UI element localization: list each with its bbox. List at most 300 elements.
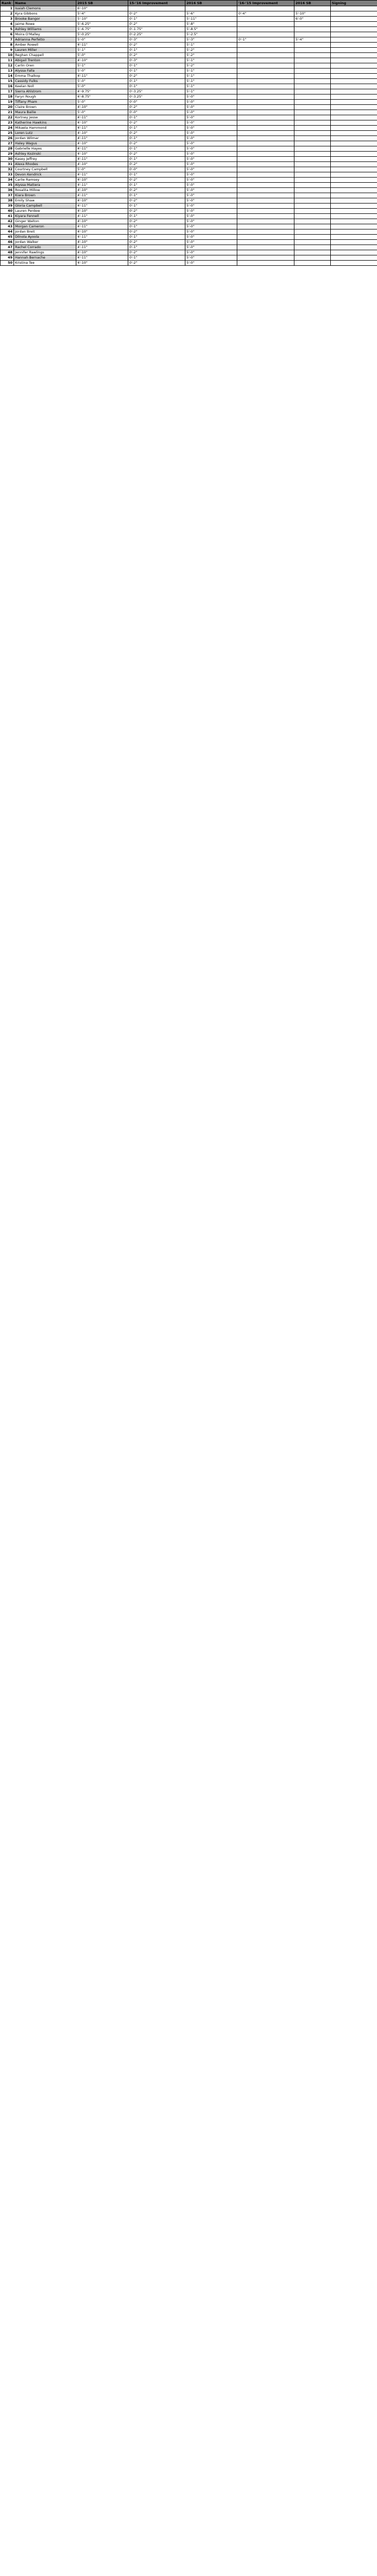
- sb-2015-cell: 5'-10": [76, 17, 128, 22]
- sb-2015-cell: 4'-11": [76, 255, 128, 261]
- signing-cell: [331, 157, 377, 162]
- rank-cell: 41: [1, 214, 14, 219]
- name-cell: Carlin Oren: [14, 63, 76, 69]
- name-cell: Morgan Cameron: [14, 224, 76, 229]
- signing-cell: [331, 219, 377, 224]
- table-row: [1, 229, 377, 235]
- name-cell: Devon Kendrick: [14, 172, 76, 178]
- improvement-1-cell: 0'-2": [128, 209, 185, 214]
- name-cell: Jordan Breit: [14, 229, 76, 235]
- table-row: [1, 224, 377, 229]
- improvement-2-cell: [237, 178, 294, 183]
- name-cell: Emily Shaw: [14, 198, 76, 204]
- sb-2015-cell: 4'-11": [76, 115, 128, 120]
- name-cell: Tiffany Pham: [14, 100, 76, 105]
- rank-cell: 15: [1, 79, 14, 84]
- rank-cell: 1: [1, 6, 14, 11]
- signing-cell: [331, 235, 377, 240]
- name-cell: Jordan Wilmar: [14, 136, 76, 141]
- sb-2015-cell: 4'-10": [76, 105, 128, 110]
- sb-2016-b-cell: [294, 209, 331, 214]
- header-2016-sb: 2016 SB: [185, 1, 237, 6]
- sb-2016-cell: 5'-1": [185, 58, 237, 63]
- improvement-2-cell: [237, 204, 294, 209]
- rank-cell: 26: [1, 136, 14, 141]
- rank-cell: 50: [1, 261, 14, 266]
- signing-cell: [331, 136, 377, 141]
- improvement-2-cell: [237, 53, 294, 58]
- name-cell: Reghan Chappell: [14, 53, 76, 58]
- rank-cell: 33: [1, 172, 14, 178]
- table-row: [1, 63, 377, 69]
- table-row: [1, 32, 377, 37]
- rank-cell: 21: [1, 110, 14, 115]
- sb-2015-cell: 5'-6.75": [76, 27, 128, 32]
- table-row: [1, 172, 377, 178]
- table-body: [1, 6, 377, 266]
- rank-cell: 14: [1, 74, 14, 79]
- sb-2016-b-cell: [294, 229, 331, 235]
- table-row: [1, 120, 377, 126]
- header-2015-sb: 2015 SB: [76, 1, 128, 6]
- rank-cell: 40: [1, 209, 14, 214]
- improvement-1-cell: 0'-3": [128, 37, 185, 43]
- sb-2016-cell: 5'-0": [185, 115, 237, 120]
- sb-2015-cell: 4'-10": [76, 120, 128, 126]
- header-name: Name: [14, 1, 76, 6]
- sb-2016-b-cell: [294, 84, 331, 89]
- improvement-1-cell: 0'-1": [128, 136, 185, 141]
- improvement-1-cell: 0'-2": [128, 162, 185, 167]
- table-row: [1, 136, 377, 141]
- improvement-2-cell: [237, 229, 294, 235]
- improvement-2-cell: [237, 188, 294, 193]
- rank-cell: 2: [1, 11, 14, 17]
- name-cell: Hannah Bernache: [14, 255, 76, 261]
- signing-cell: [331, 152, 377, 157]
- sb-2016-b-cell: [294, 94, 331, 100]
- spreadsheet: [0, 0, 377, 266]
- table-row: [1, 100, 377, 105]
- sb-2015-cell: 4'-10": [76, 198, 128, 204]
- signing-cell: [331, 131, 377, 136]
- rank-cell: 34: [1, 178, 14, 183]
- header-2016-sb-2: 2016 SB: [294, 1, 331, 6]
- rank-cell: 23: [1, 120, 14, 126]
- signing-cell: [331, 115, 377, 120]
- table-row: [1, 152, 377, 157]
- improvement-1-cell: 0'-1": [128, 245, 185, 250]
- name-cell: Kortney Jesse: [14, 115, 76, 120]
- name-cell: Sierra Ahlstrom: [14, 89, 76, 94]
- sb-2016-b-cell: [294, 100, 331, 105]
- name-cell: Alyssa Falla: [14, 69, 76, 74]
- signing-cell: [331, 261, 377, 266]
- name-cell: Amber Rowell: [14, 43, 76, 48]
- improvement-1-cell: 0'-1": [128, 84, 185, 89]
- table-row: [1, 235, 377, 240]
- improvement-2-cell: [237, 152, 294, 157]
- sb-2016-b-cell: 6'-0": [294, 17, 331, 22]
- name-cell: Abigail Trenton: [14, 58, 76, 63]
- improvement-2-cell: [237, 198, 294, 204]
- signing-cell: [331, 162, 377, 167]
- table-row: [1, 105, 377, 110]
- sb-2015-cell: 4'-10": [76, 131, 128, 136]
- table-row: [1, 43, 377, 48]
- improvement-1-cell: 0'-1": [128, 115, 185, 120]
- table-row: [1, 178, 377, 183]
- sb-2016-b-cell: [294, 53, 331, 58]
- improvement-2-cell: [237, 255, 294, 261]
- header-improvement-1: 15-'16 Improvement: [128, 1, 185, 6]
- table-header: [1, 1, 377, 6]
- improvement-2-cell: [237, 240, 294, 245]
- sb-2016-cell: [185, 6, 237, 11]
- sb-2016-b-cell: [294, 157, 331, 162]
- signing-cell: [331, 48, 377, 53]
- name-cell: Alyssa Mattera: [14, 183, 76, 188]
- sb-2015-cell: 5'-0": [76, 79, 128, 84]
- improvement-2-cell: 0'-1": [237, 37, 294, 43]
- sb-2016-cell: 5'-2": [185, 48, 237, 53]
- sb-2016-cell: 5'-2": [185, 53, 237, 58]
- sb-2016-b-cell: [294, 63, 331, 69]
- improvement-2-cell: [237, 131, 294, 136]
- sb-2016-cell: 5'-0": [185, 255, 237, 261]
- rank-cell: 31: [1, 162, 14, 167]
- improvement-2-cell: [237, 167, 294, 172]
- improvement-1-cell: 0'-1": [128, 204, 185, 209]
- signing-cell: [331, 120, 377, 126]
- sb-2015-cell: 4'-8.75": [76, 94, 128, 100]
- sb-2015-cell: 4'-11": [76, 183, 128, 188]
- improvement-1-cell: 0'-2": [128, 131, 185, 136]
- sb-2015-cell: 4'-11": [76, 214, 128, 219]
- rank-cell: 25: [1, 131, 14, 136]
- table-row: [1, 84, 377, 89]
- name-cell: Rachel Corrado: [14, 245, 76, 250]
- improvement-1-cell: 0'-2": [128, 198, 185, 204]
- sb-2016-b-cell: [294, 105, 331, 110]
- sb-2016-cell: 5'-0": [185, 193, 237, 198]
- name-cell: Lauren Perdew: [14, 209, 76, 214]
- signing-cell: [331, 43, 377, 48]
- name-cell: Ashley Williams: [14, 27, 76, 32]
- sb-2016-b-cell: [294, 162, 331, 167]
- header-signing: Signing: [331, 1, 377, 6]
- improvement-1-cell: 0'-1": [128, 69, 185, 74]
- sb-2015-cell: 4'-11": [76, 224, 128, 229]
- improvement-1-cell: 0'-1": [128, 193, 185, 198]
- header-improvement-2: '16-'15 Improvement: [237, 1, 294, 6]
- sb-2016-cell: 5'-6": [185, 11, 237, 17]
- table-row: [1, 126, 377, 131]
- rank-cell: 49: [1, 255, 14, 261]
- improvement-1-cell: 0'-2": [128, 22, 185, 27]
- sb-2015-cell: 5'-0": [76, 53, 128, 58]
- signing-cell: [331, 178, 377, 183]
- rank-cell: 43: [1, 224, 14, 229]
- sb-2016-b-cell: [294, 120, 331, 126]
- signing-cell: [331, 17, 377, 22]
- table-row: [1, 255, 377, 261]
- improvement-1-cell: 0'-3": [128, 58, 185, 63]
- signing-cell: [331, 188, 377, 193]
- table-row: [1, 53, 377, 58]
- sb-2016-cell: 5'-8.5": [185, 27, 237, 32]
- rank-cell: 46: [1, 240, 14, 245]
- table-row: [1, 89, 377, 94]
- improvement-1-cell: 0'-1": [128, 183, 185, 188]
- sb-2015-cell: 5'-0": [76, 37, 128, 43]
- sb-2016-cell: 5'-0": [185, 157, 237, 162]
- signing-cell: [331, 183, 377, 188]
- name-cell: Keelan Noll: [14, 84, 76, 89]
- sb-2015-cell: 4'-10": [76, 250, 128, 255]
- table-row: [1, 94, 377, 100]
- improvement-1-cell: [128, 6, 185, 11]
- sb-2015-cell: 4'-9.75": [76, 89, 128, 94]
- sb-2016-cell: 5'-0": [185, 146, 237, 152]
- name-cell: Claire Brown: [14, 105, 76, 110]
- table-row: [1, 115, 377, 120]
- sb-2016-b-cell: [294, 245, 331, 250]
- improvement-1-cell: 0'-2": [128, 152, 185, 157]
- rank-cell: 20: [1, 105, 14, 110]
- table-row: [1, 110, 377, 115]
- sb-2016-cell: 5'-0": [185, 94, 237, 100]
- improvement-1-cell: 0'-3.25": [128, 94, 185, 100]
- sb-2016-cell: 5'-0": [185, 126, 237, 131]
- sb-2016-cell: 5'-0": [185, 172, 237, 178]
- name-cell: Kiara Brown: [14, 193, 76, 198]
- improvement-2-cell: [237, 110, 294, 115]
- sb-2015-cell: 5'-0": [76, 69, 128, 74]
- table-row: [1, 27, 377, 32]
- improvement-2-cell: 0'-4": [237, 11, 294, 17]
- sb-2016-cell: 5'-0": [185, 261, 237, 266]
- improvement-2-cell: [237, 100, 294, 105]
- sb-2015-cell: 5'-0": [76, 167, 128, 172]
- sb-2016-b-cell: [294, 146, 331, 152]
- improvement-1-cell: 0'-1": [128, 172, 185, 178]
- improvement-2-cell: [237, 245, 294, 250]
- sb-2016-cell: 5'-2": [185, 63, 237, 69]
- table-row: [1, 188, 377, 193]
- improvement-2-cell: [237, 261, 294, 266]
- sb-2016-b-cell: [294, 235, 331, 240]
- rank-cell: 17: [1, 89, 14, 94]
- improvement-1-cell: 0'-1": [128, 17, 185, 22]
- rank-cell: 13: [1, 69, 14, 74]
- improvement-1-cell: 0'-2": [128, 105, 185, 110]
- improvement-1-cell: 0'-2": [128, 250, 185, 255]
- improvement-2-cell: [237, 74, 294, 79]
- sb-2016-b-cell: [294, 198, 331, 204]
- signing-cell: [331, 100, 377, 105]
- sb-2015-cell: 4'-10": [76, 261, 128, 266]
- signing-cell: [331, 209, 377, 214]
- name-cell: Katherine Hawkins: [14, 120, 76, 126]
- table-row: [1, 250, 377, 255]
- sb-2015-cell: 4'-11": [76, 245, 128, 250]
- sb-2016-cell: 5'-0": [185, 198, 237, 204]
- sb-2015-cell: 4'-11": [76, 74, 128, 79]
- improvement-2-cell: [237, 157, 294, 162]
- sb-2016-cell: 5'-0": [185, 110, 237, 115]
- table-row: [1, 162, 377, 167]
- table-row: [1, 209, 377, 214]
- sb-2015-cell: 4'-11": [76, 204, 128, 209]
- signing-cell: [331, 32, 377, 37]
- improvement-1-cell: 0'-2": [128, 43, 185, 48]
- name-cell: Mikaela Hammond: [14, 126, 76, 131]
- rank-cell: 5: [1, 27, 14, 32]
- signing-cell: [331, 94, 377, 100]
- sb-2015-cell: 4'-11": [76, 235, 128, 240]
- name-cell: Faryn Rough: [14, 94, 76, 100]
- improvement-1-cell: 0'-1": [128, 126, 185, 131]
- sb-2016-cell: 5'-1": [185, 43, 237, 48]
- name-cell: Cassidy Fulks: [14, 79, 76, 84]
- sb-2016-b-cell: [294, 115, 331, 120]
- improvement-1-cell: 0'-1": [128, 255, 185, 261]
- sb-2016-b-cell: [294, 183, 331, 188]
- sb-2016-b-cell: [294, 193, 331, 198]
- table-row: [1, 69, 377, 74]
- rank-cell: 39: [1, 204, 14, 209]
- improvement-1-cell: 0'-1": [128, 48, 185, 53]
- sb-2015-cell: 4'-10": [76, 58, 128, 63]
- sb-2016-b-cell: [294, 136, 331, 141]
- table-row: [1, 17, 377, 22]
- signing-cell: [331, 126, 377, 131]
- name-cell: Alexa Rhodes: [14, 162, 76, 167]
- name-cell: Emma Thalkop: [14, 74, 76, 79]
- sb-2015-cell: 5'-6.25": [76, 22, 128, 27]
- rank-cell: 48: [1, 250, 14, 255]
- sb-2016-b-cell: [294, 126, 331, 131]
- sb-2016-b-cell: [294, 250, 331, 255]
- signing-cell: [331, 245, 377, 250]
- signing-cell: [331, 53, 377, 58]
- improvement-2-cell: [237, 27, 294, 32]
- sb-2015-cell: 4'-10": [76, 229, 128, 235]
- sb-2016-b-cell: [294, 214, 331, 219]
- sb-2015-cell: 4'-11": [76, 172, 128, 178]
- sb-2015-cell: 4'-10": [76, 178, 128, 183]
- improvement-2-cell: [237, 193, 294, 198]
- rank-cell: 7: [1, 37, 14, 43]
- sb-2015-cell: 4'-10": [76, 141, 128, 146]
- signing-cell: [331, 224, 377, 229]
- sb-2016-b-cell: [294, 219, 331, 224]
- sb-2015-cell: 5'-0": [76, 110, 128, 115]
- improvement-1-cell: 0'-2": [128, 240, 185, 245]
- table-row: [1, 193, 377, 198]
- sb-2016-b-cell: [294, 74, 331, 79]
- name-cell: Adrianna Perfetto: [14, 37, 76, 43]
- sb-2016-cell: 5'-0": [185, 105, 237, 110]
- signing-cell: [331, 198, 377, 204]
- rank-cell: 11: [1, 58, 14, 63]
- sb-2015-cell: 5'-0": [76, 84, 128, 89]
- sb-2016-cell: 5'-0": [185, 240, 237, 245]
- improvement-2-cell: [237, 115, 294, 120]
- improvement-2-cell: [237, 32, 294, 37]
- sb-2016-cell: 5'-8": [185, 22, 237, 27]
- improvement-2-cell: [237, 69, 294, 74]
- improvement-1-cell: 0'-0": [128, 110, 185, 115]
- sb-2016-b-cell: [294, 27, 331, 32]
- table-row: [1, 214, 377, 219]
- sb-2015-cell: 5'-4": [76, 11, 128, 17]
- signing-cell: [331, 89, 377, 94]
- sb-2016-cell: 5'-0": [185, 141, 237, 146]
- sb-2016-cell: 5'-0": [185, 214, 237, 219]
- sb-2016-cell: 5'-0": [185, 188, 237, 193]
- signing-cell: [331, 84, 377, 89]
- signing-cell: [331, 255, 377, 261]
- improvement-1-cell: 0'-2": [128, 11, 185, 17]
- rank-cell: 10: [1, 53, 14, 58]
- improvement-1-cell: 0'-1": [128, 79, 185, 84]
- sb-2016-cell: 5'-1": [185, 89, 237, 94]
- sb-2016-cell: 5'-0": [185, 152, 237, 157]
- table-row: [1, 219, 377, 224]
- rank-cell: 4: [1, 22, 14, 27]
- signing-cell: [331, 240, 377, 245]
- sb-2016-cell: 5'-2.5": [185, 32, 237, 37]
- sb-2016-b-cell: [294, 172, 331, 178]
- improvement-2-cell: [237, 214, 294, 219]
- name-cell: Kristina Tee: [14, 261, 76, 266]
- sb-2015-cell: 4'-10": [76, 152, 128, 157]
- improvement-2-cell: [237, 105, 294, 110]
- name-cell: Gabrielle Hayes: [14, 146, 76, 152]
- improvement-2-cell: [237, 22, 294, 27]
- improvement-2-cell: [237, 6, 294, 11]
- sb-2016-b-cell: 5'-4": [294, 37, 331, 43]
- sb-2016-b-cell: [294, 48, 331, 53]
- rankings-table: [0, 0, 377, 266]
- sb-2016-b-cell: [294, 32, 331, 37]
- sb-2016-b-cell: [294, 178, 331, 183]
- improvement-1-cell: 0'-3.25": [128, 89, 185, 94]
- improvement-2-cell: [237, 48, 294, 53]
- improvement-1-cell: 0'-2": [128, 229, 185, 235]
- sb-2016-cell: 5'-0": [185, 224, 237, 229]
- sb-2016-b-cell: [294, 224, 331, 229]
- sb-2015-cell: 4'-11": [76, 126, 128, 131]
- signing-cell: [331, 6, 377, 11]
- name-cell: Rosalita Millow: [14, 188, 76, 193]
- name-cell: Courtney Campbell: [14, 167, 76, 172]
- rank-cell: 18: [1, 94, 14, 100]
- improvement-1-cell: 0'-2": [128, 178, 185, 183]
- improvement-2-cell: [237, 58, 294, 63]
- signing-cell: [331, 27, 377, 32]
- signing-cell: [331, 69, 377, 74]
- sb-2016-b-cell: [294, 240, 331, 245]
- rank-cell: 27: [1, 141, 14, 146]
- name-cell: Kasey Jeffrey: [14, 157, 76, 162]
- rank-cell: 44: [1, 229, 14, 235]
- improvement-1-cell: 0'-2": [128, 74, 185, 79]
- rank-cell: 6: [1, 32, 14, 37]
- table-row: [1, 204, 377, 209]
